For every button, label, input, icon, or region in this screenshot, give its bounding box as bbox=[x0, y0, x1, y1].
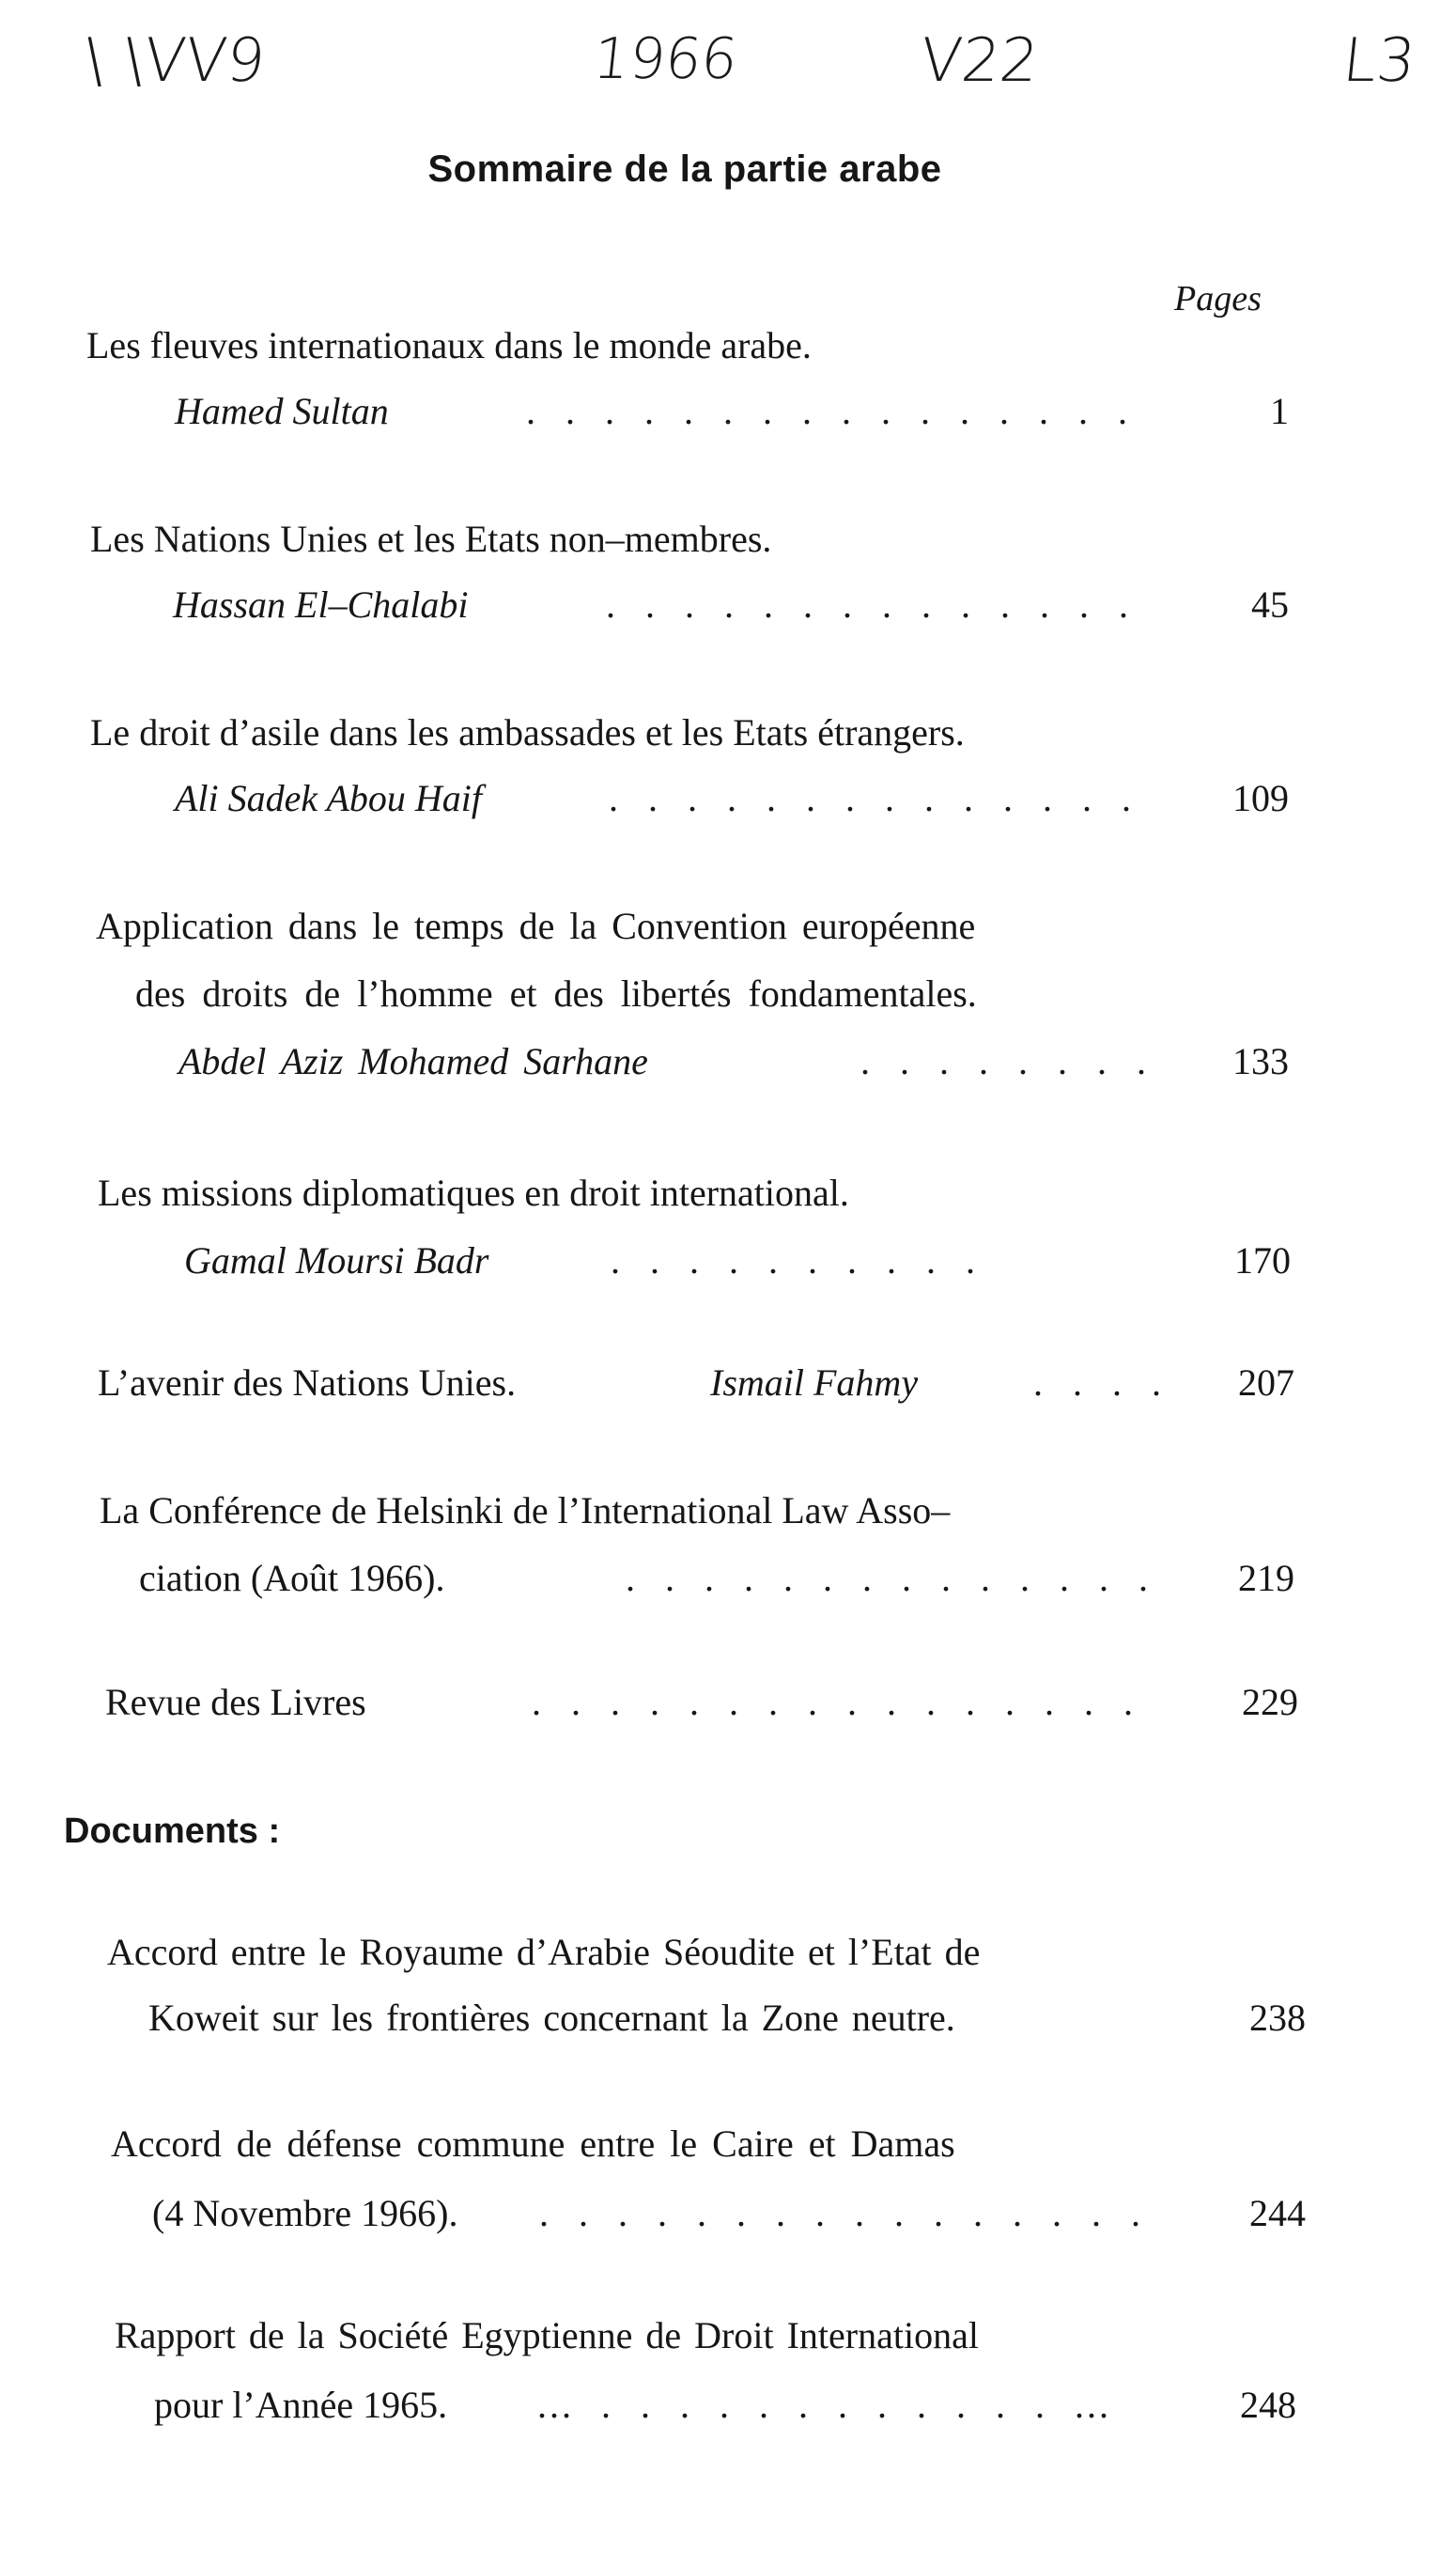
dot-leader: . . . . . . . . . . . . . . . . bbox=[539, 2192, 1143, 2234]
dot-leader: . . . . . . . . . . . . . . . . bbox=[532, 1681, 1136, 1723]
document-title-line: Rapport de la Société Egyptienne de Droit International bbox=[115, 2314, 979, 2356]
page-number: 133 bbox=[1232, 1040, 1289, 1082]
page-number: 1 bbox=[1270, 390, 1289, 432]
document-title-line: (4 Novembre 1966). bbox=[152, 2192, 458, 2234]
entry-author: Ali Sadek Abou Haif bbox=[175, 777, 482, 819]
page-number: 238 bbox=[1249, 1997, 1306, 2039]
page-title: Sommaire de la partie arabe bbox=[427, 148, 942, 190]
entry-author: Gamal Moursi Badr bbox=[184, 1239, 489, 1282]
dot-leader: . . . . . . . . . . . . . . bbox=[609, 777, 1134, 819]
page-number: 248 bbox=[1240, 2384, 1296, 2426]
handwritten-annotation-shelf: L3 bbox=[1340, 26, 1419, 96]
page-number: 244 bbox=[1249, 2192, 1306, 2234]
dot-leader: ... . . . . . . . . . . . . ... bbox=[537, 2384, 1111, 2426]
document-title-line: pour l’Année 1965. bbox=[154, 2384, 448, 2426]
entry-title-line: Les fleuves internationaux dans le monde arabe. bbox=[86, 324, 812, 366]
entry-author: Ismail Fahmy bbox=[710, 1361, 919, 1404]
entry-title-line: Le droit d’asile dans les ambassades et les Etats étrangers. bbox=[90, 711, 965, 754]
document-title-line: Koweit sur les frontières concernant la Zone neutre. bbox=[148, 1997, 955, 2039]
handwritten-annotation-1: \ \VV9 bbox=[81, 26, 269, 96]
dot-leader: . . . . . . . . . . . . . . bbox=[626, 1557, 1151, 1599]
pages-column-header: Pages bbox=[1174, 279, 1262, 319]
page-number: 170 bbox=[1234, 1239, 1291, 1282]
entry-title-line: L’avenir des Nations Unies. bbox=[98, 1361, 517, 1404]
handwritten-annotation-year: 1966 bbox=[590, 26, 741, 92]
entry-title-line: Les Nations Unies et les Etats non–membres. bbox=[90, 518, 772, 560]
entry-author: Abdel Aziz Mohamed Sarhane bbox=[178, 1040, 648, 1082]
document-title-line: Accord entre le Royaume d’Arabie Séoudite et l’Etat de bbox=[107, 1931, 981, 1973]
dot-leader: . . . . bbox=[1033, 1361, 1164, 1404]
page-number: 45 bbox=[1251, 583, 1289, 626]
entry-author: Hamed Sultan bbox=[175, 390, 389, 432]
document-title-line: Accord de défense commune entre le Caire et Damas bbox=[111, 2122, 955, 2165]
dot-leader: . . . . . . . . bbox=[860, 1040, 1149, 1082]
documents-heading: Documents : bbox=[64, 1811, 281, 1851]
page-number: 229 bbox=[1242, 1681, 1298, 1723]
entry-title-line: La Conférence de Helsinki de l’International Law Asso– bbox=[100, 1489, 951, 1531]
entry-title-line: ciation (Août 1966). bbox=[139, 1557, 445, 1599]
page-number: 207 bbox=[1238, 1361, 1294, 1404]
page-number: 109 bbox=[1232, 777, 1289, 819]
handwritten-annotation-volume: V22 bbox=[917, 26, 1043, 96]
dot-leader: . . . . . . . . . . . . . . . . bbox=[526, 390, 1130, 432]
entry-title-line: Revue des Livres bbox=[105, 1681, 366, 1723]
entry-author: Hassan El–Chalabi bbox=[173, 583, 469, 626]
entry-title-line: Les missions diplomatiques en droit international. bbox=[98, 1172, 849, 1214]
page-number: 219 bbox=[1238, 1557, 1294, 1599]
dot-leader: . . . . . . . . . . . . . . bbox=[606, 583, 1131, 626]
entry-title-line: Application dans le temps de la Convention européenne bbox=[96, 905, 976, 947]
dot-leader: . . . . . . . . . . bbox=[611, 1239, 978, 1282]
entry-title-line: des droits de l’homme et des libertés fondamentales. bbox=[135, 972, 977, 1015]
